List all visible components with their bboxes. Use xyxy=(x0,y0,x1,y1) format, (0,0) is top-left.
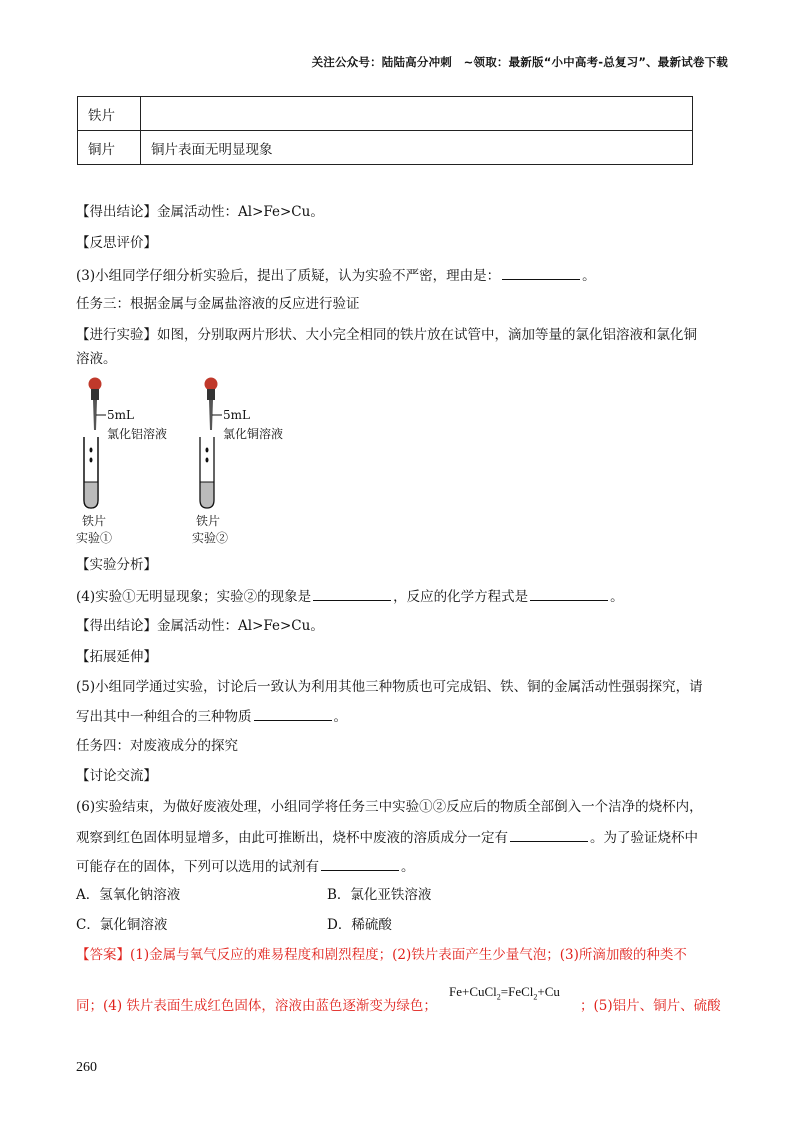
left-metal-label: 铁片 xyxy=(82,514,107,528)
question-6-text-2a: 观察到红色固体明显增多，由此可推断出，烧杯中废液的溶质成分一定有 xyxy=(76,830,508,846)
task-3-heading: 任务三：根据金属与金属盐溶液的反应进行验证 xyxy=(76,296,360,312)
answer-blank[interactable] xyxy=(313,586,391,601)
equation-part: Fe+CuCl xyxy=(449,984,497,999)
page-number: 260 xyxy=(76,1060,97,1075)
reflect-title: 【反思评价】 xyxy=(76,235,157,251)
right-experiment-label: 实验② xyxy=(192,531,229,545)
question-6-line-1: (6)实验结束，为做好废液处理，小组同学将任务三中实验①②反应后的物质全部倒入一个洁净的烧杯内， xyxy=(76,799,703,815)
left-volume-label: 5mL xyxy=(107,408,134,422)
period: 。 xyxy=(582,268,596,284)
answer-blank[interactable] xyxy=(254,706,332,721)
period: 。 xyxy=(333,709,347,725)
dropper-left-icon xyxy=(89,378,102,431)
test-tube-left-icon xyxy=(84,437,98,508)
answer-line-2a: 同；(4) 铁片表面生成红色固体，溶液由蓝色逐渐变为绿色； xyxy=(76,998,437,1014)
extend-title: 【拓展延伸】 xyxy=(76,649,157,665)
right-metal-label: 铁片 xyxy=(196,514,221,528)
option-a[interactable]: A．氢氧化钠溶液 xyxy=(76,887,181,903)
question-3 xyxy=(76,265,596,285)
observation-table xyxy=(77,96,693,165)
conclusion-2: 【得出结论】金属活动性：Al>Fe>Cu。 xyxy=(76,618,324,634)
answer-line-1: 【答案】(1)金属与氧气反应的难易程度和剧烈程度；(2)铁片表面产生少量气泡；(3)所滴加酸的种类不 xyxy=(76,947,687,963)
discuss-title: 【讨论交流】 xyxy=(76,768,157,784)
equation-part: +Cu xyxy=(537,984,560,999)
question-5-line-1: (5)小组同学通过实验，讨论后一致认为利用其他三种物质也可完成铝、铁、铜的金属活动性强弱探究，请 xyxy=(76,679,703,695)
period: 。 xyxy=(610,589,624,605)
table-cell-metal: 铁片 xyxy=(78,97,141,131)
question-4 xyxy=(76,586,624,606)
table-cell-metal: 铜片 xyxy=(78,131,141,165)
answer-blank[interactable] xyxy=(321,856,399,871)
equation-subscript: 2 xyxy=(533,992,538,1002)
answer-blank[interactable] xyxy=(510,827,588,842)
conclusion-1: 【得出结论】金属活动性：Al>Fe>Cu。 xyxy=(76,204,324,220)
experiment-line-1: 【进行实验】如图，分别取两片形状、大小完全相同的铁片放在试管中，滴加等量的氯化铝溶液和氯化铜 xyxy=(76,327,697,343)
option-b[interactable]: B．氯化亚铁溶液 xyxy=(327,887,432,903)
question-5-line-2 xyxy=(76,706,347,726)
dropper-right-icon xyxy=(205,378,218,431)
question-6-text-3: 可能存在的固体，下列可以选用的试剂有 xyxy=(76,859,319,875)
question-4-text-2: ，反应的化学方程式是 xyxy=(393,589,529,605)
equation-subscript: 2 xyxy=(496,992,501,1002)
test-tube-diagram xyxy=(76,372,284,547)
left-experiment-label: 实验① xyxy=(76,531,113,545)
answer-blank[interactable] xyxy=(530,586,608,601)
right-solution-label: 氯化铜溶液 xyxy=(223,427,284,441)
option-c[interactable]: C．氯化铜溶液 xyxy=(76,917,168,933)
question-6-line-2 xyxy=(76,827,698,847)
experiment-line-2: 溶液。 xyxy=(76,351,117,367)
question-4-text-1: (4)实验①无明显现象；实验②的现象是 xyxy=(76,589,312,605)
right-volume-label: 5mL xyxy=(223,408,250,422)
question-5-text: 写出其中一种组合的三种物质 xyxy=(76,709,252,725)
analysis-title: 【实验分析】 xyxy=(76,557,157,573)
question-3-text: (3)小组同学仔细分析实验后，提出了质疑，认为实验不严密，理由是： xyxy=(76,268,501,284)
question-6-text-2b: 。为了验证烧杯中 xyxy=(590,830,698,846)
chemical-equation xyxy=(449,984,560,1002)
table-cell-observation: 铜片表面无明显现象 xyxy=(141,131,693,165)
task-4-heading: 任务四：对废液成分的探究 xyxy=(76,738,238,754)
period: 。 xyxy=(401,859,415,875)
option-d[interactable]: D．稀硫酸 xyxy=(327,917,392,933)
test-tube-right-icon xyxy=(200,437,214,508)
table-row xyxy=(78,97,693,131)
table-cell-observation xyxy=(141,97,693,131)
page-header: 关注公众号：陆陆高分冲刺 ~领取：最新版“小中高考-总复习”、最新试卷下载 xyxy=(311,55,728,69)
equation-part: =FeCl xyxy=(500,984,534,999)
left-solution-label: 氯化铝溶液 xyxy=(107,427,168,441)
test-tube-figure xyxy=(76,372,284,547)
answer-blank[interactable] xyxy=(502,265,580,280)
table-row xyxy=(78,131,693,165)
question-6-line-3 xyxy=(76,856,415,876)
answer-line-2b: ；(5)铝片、铜片、硫酸 xyxy=(580,998,721,1014)
